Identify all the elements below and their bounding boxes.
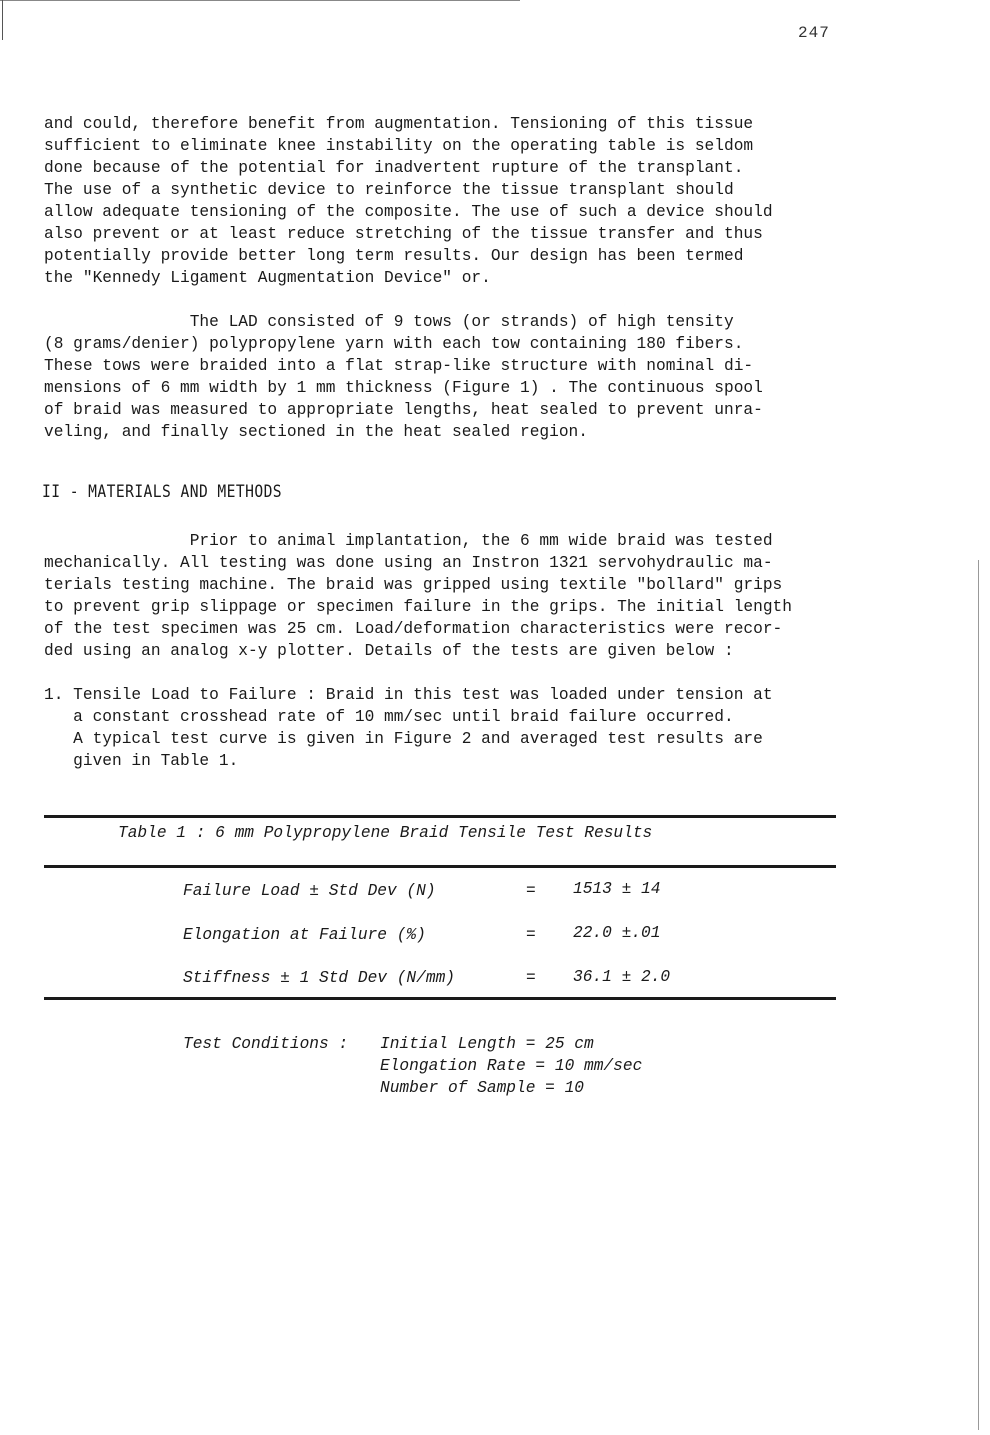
table-row-equals: = <box>526 882 536 900</box>
table-row-equals: = <box>526 969 536 987</box>
intro-paragraph-2: The LAD consisted of 9 tows (or strands) of high tensity (8 grams/denier) polypropylene yarn with each tow containing 180 fibers. These tows were braided into a flat strap-like structure with nominal di- mensions of 6 mm width by 1 mm thickness (Figure 1) . The continuous spool of braid was measured to appropriate lengths, heat sealed to prevent unra- veling, and finally sectioned in the heat sealed region. <box>44 313 763 441</box>
table-row-label: Elongation at Failure (%) <box>183 926 426 944</box>
right-scan-edge <box>978 560 979 1430</box>
test-condition-line: Elongation Rate = 10 mm/sec <box>380 1057 643 1075</box>
table-top-rule <box>44 815 836 818</box>
intro-paragraph-1: and could, therefore benefit from augmentation. Tensioning of this tissue sufficient to eliminate knee instability on the operating table is seldom done because of the potential for inadvertent rupture of the transplant. The use of a synthetic device to reinforce the tissue transplant should allow adequate tensioning of the composite. The use of such a device should also prevent or at least reduce stretching of the tissue transfer and thus potentially provide better long term results. Our design has been termed the "Kennedy Ligament Augmentation Device" or. <box>44 115 773 287</box>
scan-top-edge <box>0 0 520 1</box>
section-heading: II - MATERIALS AND METHODS <box>42 482 283 502</box>
table-row-label: Stiffness ± 1 Std Dev (N/mm) <box>183 969 455 987</box>
test-condition-line: Initial Length = 25 cm <box>380 1035 594 1053</box>
test-list-item-1: 1. Tensile Load to Failure : Braid in this test was loaded under tension at a constant crosshead rate of 10 mm/sec until braid failure occurred. A typical test curve is given in Figure 2 and averaged test results are given in Table 1. <box>44 686 773 770</box>
table-row-value: 36.1 ± 2.0 <box>573 968 671 986</box>
left-margin-mark <box>2 0 3 40</box>
table-row-value: 22.0 ±.01 <box>573 924 661 942</box>
test-conditions-label: Test Conditions : <box>183 1035 349 1053</box>
table-row-equals: = <box>526 926 536 944</box>
table-row-value: 1513 ± 14 <box>573 880 661 898</box>
methods-paragraph: Prior to animal implantation, the 6 mm wide braid was tested mechanically. All testing was done using an Instron 1321 servohydraulic ma- terials testing machine. The braid was gripped using textile "bollard" grips to prevent grip slippage or specimen failure in the grips. The initial length of the test specimen was 25 cm. Load/deformation characteristics were recor- ded using an analog x-y plotter. Details of the tests are given below : <box>44 532 792 660</box>
table-header-rule <box>44 865 836 868</box>
test-condition-line: Number of Sample = 10 <box>380 1079 584 1097</box>
table-row-label: Failure Load ± Std Dev (N) <box>183 882 436 900</box>
table-bottom-rule <box>44 997 836 1000</box>
page-number: 247 <box>798 24 830 42</box>
table-caption: Table 1 : 6 mm Polypropylene Braid Tensile Test Results <box>118 824 653 842</box>
